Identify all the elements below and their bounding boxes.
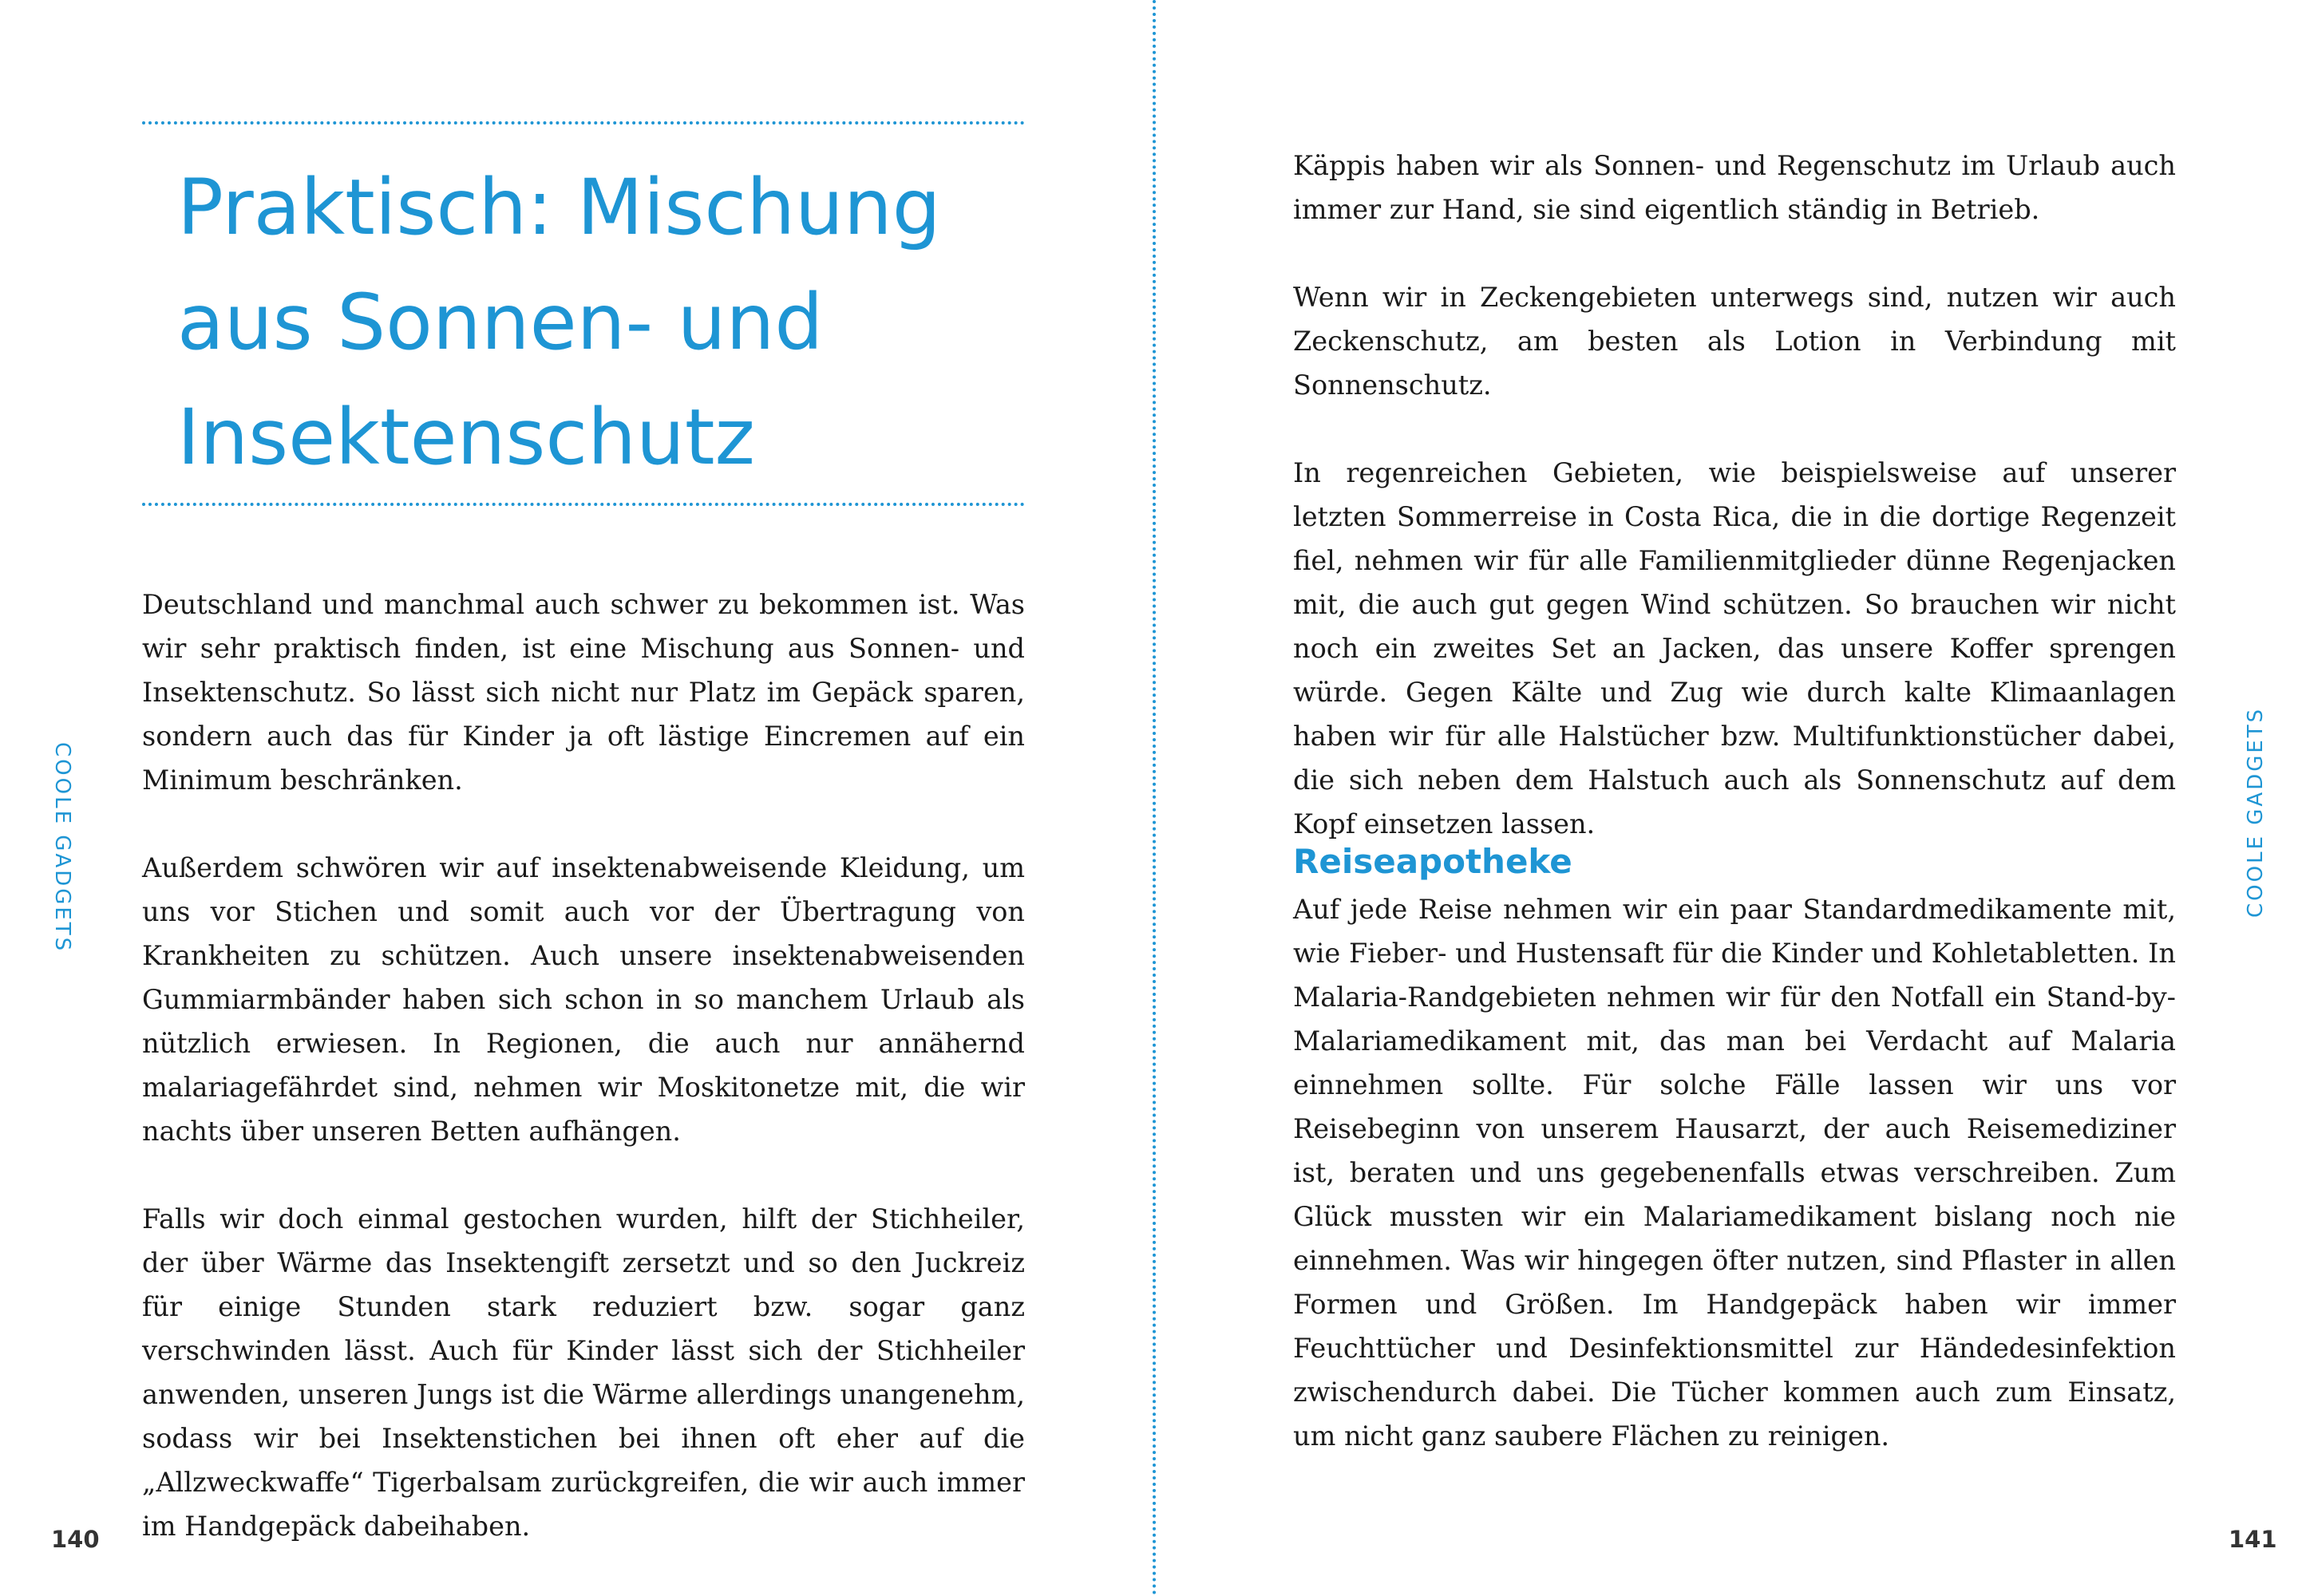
section-body-text — [1293, 887, 2176, 1458]
left-body-text — [142, 583, 1025, 1548]
title-bottom-rule — [142, 503, 1025, 506]
chapter-title-line: aus Sonnen- und — [177, 278, 824, 367]
page-number-right: 141 — [2229, 1526, 2277, 1553]
paragraph: In regenreichen Gebieten, wie beispielsweise auf unserer letzten Sommerreise in Costa Rica, die in die dortige Regenzeit fiel, nehmen wir für alle Familienmitglieder dünne Regenjacken mit, die auch gut gegen Wind schützen. So brauchen wir nicht noch ein zweites Set an Jacken, das unsere Koffer sprengen würde. Gegen Kälte und Zug wie durch kalte Klimaanlagen haben wir für alle Halstücher bzw. Multifunktionstücher dabei, die sich neben dem Halstuch auch als Sonnenschutz auf dem Kopf einsetzen lassen. — [1293, 457, 2176, 839]
running-head-left: COOLE GADGETS — [50, 742, 74, 954]
page-number-left: 140 — [51, 1526, 100, 1553]
paragraph: Auf jede Reise nehmen wir ein paar Standardmedikamente mit, wie Fieber- und Hustensaft für die Kinder und Kohletabletten. In Malaria-Randgebieten nehmen wir für den Notfall ein Stand-by-Malariamedikament mit, das man bei Verdacht auf Malaria einnehmen sollte. Für solche Fälle lassen wir uns vor Reisebeginn von unserem Hausarzt, der auch Reisemediziner ist, beraten und uns gegebenenfalls etwas verschreiben. Zum Glück mussten wir ein Malariamedikament bislang noch nie einnehmen. Was wir hingegen öfter nutzen, sind Pflaster in allen Formen und Größen. Im Handgepäck haben wir immer Feuchttücher und Desinfektionsmittel zur Händedesinfektion zwischendurch dabei. Die Tücher kommen auch zum Einsatz, um nicht ganz saubere Flächen zu reinigen. — [1293, 894, 2176, 1452]
section-heading: Reiseapotheke — [1293, 842, 1572, 881]
running-head-right: COOLE GADGETS — [2244, 706, 2268, 918]
paragraph: Außerdem schwören wir auf insektenabweisende Kleidung, um uns vor Stichen und somit auch vor der Übertragung von Krankheiten zu schützen. Auch unsere insektenabweisenden Gummiarmbänder haben sich schon in so manchem Urlaub als nützlich erwiesen. In Regionen, die auch nur annähernd malariagefährdet sind, nehmen wir Moskitonetze mit, die wir nachts über unseren Betten aufhängen. — [142, 852, 1025, 1147]
paragraph: Falls wir doch einmal gestochen wurden, hilft der Stichheiler, der über Wärme das Insektengift zersetzt und so den Juckreiz für einige Stunden stark reduziert bzw. sogar ganz verschwinden lässt. Auch für Kinder lässt sich der Stichheiler anwenden, unseren Jungs ist die Wärme allerdings unangenehm, sodass wir bei Insektenstichen bei ihnen oft eher auf die „Allzweckwaffe“ Tigerbalsam zurückgreifen, die wir auch immer im Handgepäck dabeihaben. — [142, 1203, 1025, 1542]
gutter-divider — [1153, 0, 1156, 1596]
paragraph: Käppis haben wir als Sonnen- und Regenschutz im Urlaub auch immer zur Hand, sie sind eigentlich ständig in Betrieb. — [1293, 150, 2176, 225]
chapter-title-line: Insektenschutz — [177, 393, 755, 482]
paragraph: Wenn wir in Zeckengebieten unterwegs sind, nutzen wir auch Zeckenschutz, am besten als Lotion in Verbindung mit Sonnenschutz. — [1293, 282, 2176, 401]
chapter-title — [177, 150, 975, 495]
right-body-text — [1293, 144, 2176, 846]
chapter-title-line: Praktisch: Mischung — [177, 163, 941, 252]
title-top-rule — [142, 121, 1025, 124]
paragraph: Deutschland und manchmal auch schwer zu bekommen ist. Was wir sehr praktisch finden, ist eine Mischung aus Sonnen- und Insektenschutz. So lässt sich nicht nur Platz im Gepäck sparen, sondern auch das für Kinder ja oft lästige Eincremen auf ein Minimum beschränken. — [142, 589, 1025, 796]
